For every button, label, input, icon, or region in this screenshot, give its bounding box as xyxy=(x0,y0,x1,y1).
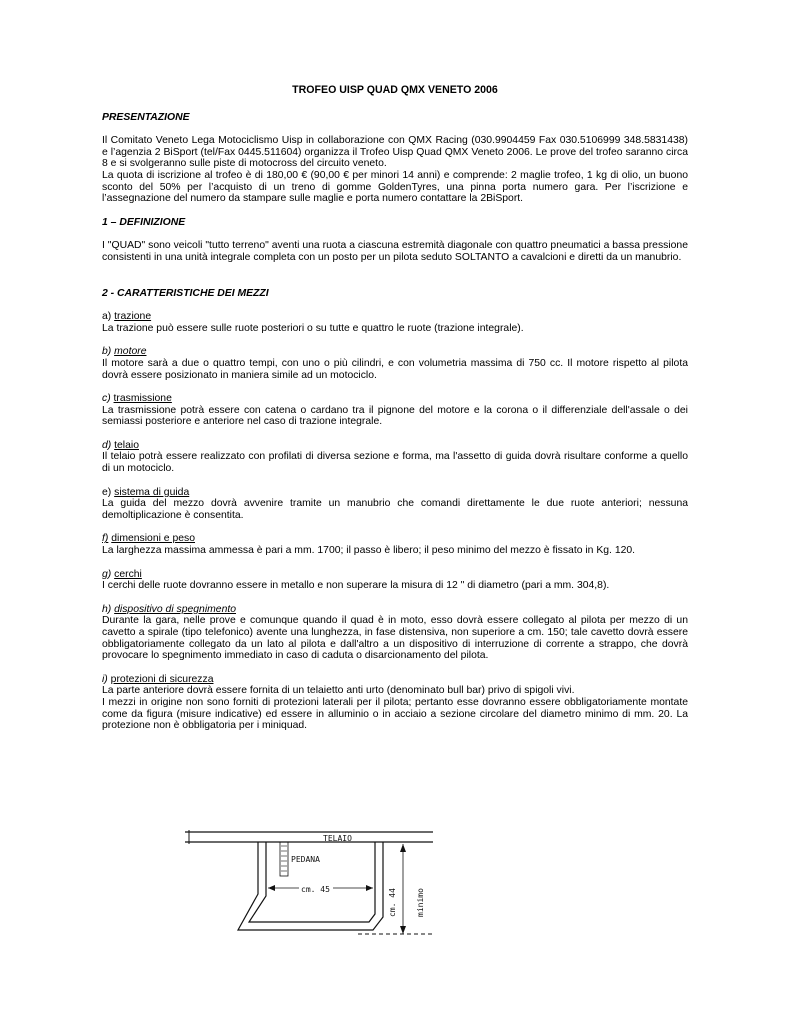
item-letter: i) xyxy=(102,673,108,685)
protection-sketch xyxy=(183,822,438,947)
item-text: Il telaio potrà essere realizzato con profilati di diversa sezione e forma, ma l'assetto di guida dovrà risultare conforme a quello di un motociclo. xyxy=(102,451,688,475)
item-letter: c) xyxy=(102,393,111,405)
protection-sketch-drawing xyxy=(183,822,438,947)
item-cerchi xyxy=(102,569,688,581)
item-text: La trazione può essere sulle ruote posteriori o su tutte e quattro le ruote (trazione integrale). xyxy=(102,322,524,334)
item-title: dispositivo di spegnimento xyxy=(114,603,237,615)
item-dimensioni-e-peso xyxy=(102,533,688,545)
item-title: protezioni di sicurezza xyxy=(110,673,214,685)
item-text: I cerchi delle ruote dovranno essere in metallo e non superare la misura di 12 " di diametro (pari a mm. 304,8). xyxy=(102,580,610,592)
presentazione-paragraph-1: Il Comitato Veneto Lega Motociclismo Uisp in collaborazione con QMX Racing (030.9904459 Fax 030.5106999 348.5831438) e l’agenzia 2 BiSport (tel/Fax 0445.511604) organizza il Trofeo Uisp Quad QMX Veneto 2006. Le prove del trofeo saranno circa 8 e si svolgeranno sulle piste di motocross del circuito veneto. xyxy=(102,135,688,170)
item-letter: e) xyxy=(102,486,112,498)
telaio-label: TELAIO xyxy=(323,834,352,843)
item-title: cerchi xyxy=(114,568,142,580)
item-trazione xyxy=(102,311,688,323)
item-title: dimensioni e peso xyxy=(111,533,196,545)
section-heading-presentazione: PRESENTAZIONE xyxy=(102,111,190,123)
item-protezioni-di-sicurezza xyxy=(102,674,688,686)
item-letter: g) xyxy=(102,568,112,580)
height-note: minimo xyxy=(416,888,425,917)
item-trasmissione xyxy=(102,393,688,405)
item-motore xyxy=(102,346,688,358)
item-letter: b) xyxy=(102,346,112,358)
item-letter: h) xyxy=(102,603,112,615)
item-text: La larghezza massima ammessa è pari a mm. 1700; il passo è libero; il peso minimo del mezzo è fissato in Kg. 120. xyxy=(102,545,636,557)
item-telaio xyxy=(102,440,688,452)
item-dispositivo-di-spegnimento xyxy=(102,604,688,616)
item-text: La guida del mezzo dovrà avvenire tramite un manubrio che comandi direttamente le due ruote anteriori; nessuna demoltiplicazione è consentita. xyxy=(102,498,688,521)
definizione-paragraph: I "QUAD" sono veicoli "tutto terreno" aventi una ruota a ciascuna estremità diagonale con quattro pneumatici a bassa pressione consistenti in una unità integrale completa con un posto per un pilota seduto SOLTANTO a cavalcioni e diretti da un manubrio. xyxy=(102,240,688,263)
height-label: cm. 44 xyxy=(388,888,397,917)
document-title: TROFEO UISP QUAD QMX VENETO 2006 xyxy=(292,84,498,96)
item-title: motore xyxy=(114,346,147,358)
item-title: trazione xyxy=(114,311,152,323)
section-heading-caratteristiche: 2 - CARATTERISTICHE DEI MEZZI xyxy=(102,287,269,299)
document-page xyxy=(102,85,688,732)
width-label: cm. 45 xyxy=(301,885,330,894)
pedana-label: PEDANA xyxy=(291,855,320,864)
item-text: Il motore sarà a due o quattro tempi, con uno o più cilindri, e con volumetria massima di 750 cc. Il motore rispetto al pilota dovrà essere posizionato in maniera simile ad un motociclo. xyxy=(102,357,688,381)
item-text: La parte anteriore dovrà essere fornita di un telaietto anti urto (denominato bull bar) privo di spigoli vivi. xyxy=(102,685,575,697)
item-letter: f) xyxy=(102,533,109,545)
item-sistema-di-guida xyxy=(102,487,688,499)
item-title: telaio xyxy=(114,439,139,451)
section-heading-definizione: 1 – DEFINIZIONE xyxy=(102,216,186,228)
item-title: trasmissione xyxy=(113,393,172,405)
presentazione-paragraph-2: La quota di iscrizione al trofeo è di 180,00 € (90,00 € per minori 14 anni) e comprende: 2 maglie trofeo, 1 kg di olio, un buono sconto del 50% per l’acquisto di un treno di gomme GoldenTyres, una pinna porta numero gara. Per l’iscrizione e l’assegnazione del numero da stampare sulle maglie e porta numero contattare la 2BiSport. xyxy=(102,169,688,205)
item-letter: a) xyxy=(102,311,112,323)
item-letter: d) xyxy=(102,439,112,451)
item-text-2: I mezzi in origine non sono forniti di protezioni laterali per il pilota; pertanto esse dovranno essere obbligatoriamente montate come da figura (misure indicative) ed essere in alluminio o in acciaio a sezione circolare del diametro minimo di mm. 20. La protezione non è obbligatoria per i miniquad. xyxy=(102,696,688,732)
item-text: Durante la gara, nelle prove e comunque quando il quad è in moto, esso dovrà essere collegato al pilota per mezzo di un cavetto a spirale (tipo telefonico) avente una lunghezza, in fase distensiva, non superiore a cm. 150; tale cavetto dovrà essere obbligatoriamente collegato da un lato al pilota e dall'altro a un dispositivo di interruzione di corrente a strappo, che dovrà provocare lo spegnimento immediato in caso di caduta o disarcionamento del pilota. xyxy=(102,615,688,662)
item-text: La trasmissione potrà essere con catena o cardano tra il pignone del motore e la corona o il differenziale dell'assale o dei semiassi posteriore e anteriore nel caso di trazione integrale. xyxy=(102,404,688,428)
item-title: sistema di guida xyxy=(114,486,190,498)
